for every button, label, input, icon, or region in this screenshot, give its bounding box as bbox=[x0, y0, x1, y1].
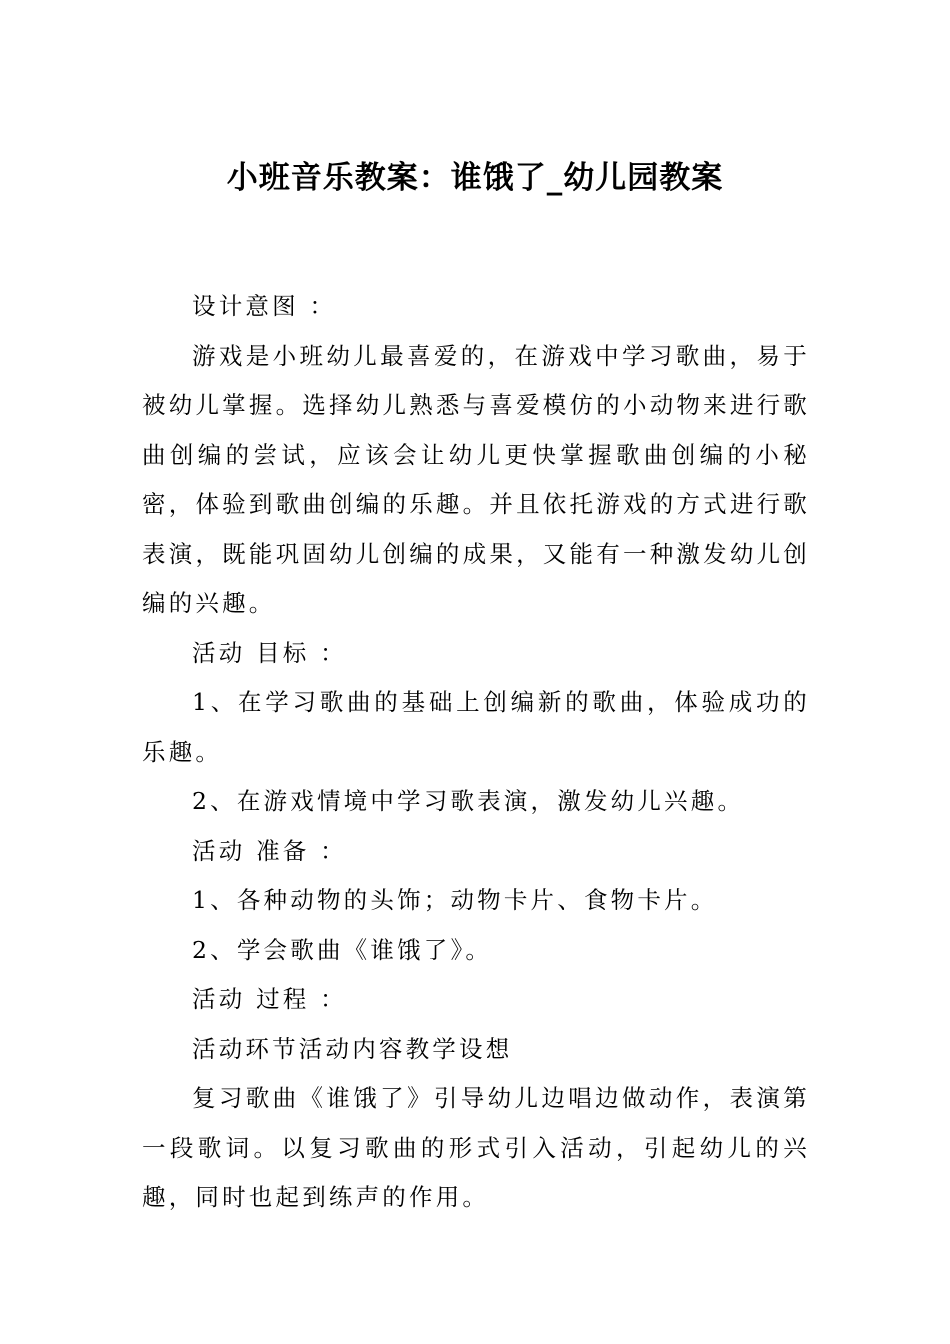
section-heading-process: 活动 过程 ： bbox=[192, 985, 347, 1013]
section-heading-goals: 活动 目标 ： bbox=[192, 638, 347, 667]
preparation-item-1: 1、各种动物的头饰；动物卡片、食物卡片。 bbox=[192, 886, 718, 914]
goal-item-2: 2、在游戏情境中学习歌表演，激发幼儿兴趣。 bbox=[192, 787, 745, 815]
document-title: 小班音乐教案：谁饿了_幼儿园教案 bbox=[226, 160, 724, 196]
paragraph-design-intent: 游戏是小班幼儿最喜爱的，在游戏中学习歌曲，易于被幼儿掌握。选择幼儿熟悉与喜爱模仿的小动物来进行歌曲创编的尝试，应该会让幼儿更快掌握歌曲创编的小秘密，体验到歌曲创编的乐趣。并且依托游戏的方式进行歌表演，既能巩固幼儿创编的成果，又能有一种激发幼儿创编的兴趣。 bbox=[142, 341, 810, 617]
paragraph-process-step-1: 复习歌曲《谁饿了》引导幼儿边唱边做动作，表演第一段歌词。以复习歌曲的形式引入活动，引起幼儿的兴趣，同时也起到练声的作用。 bbox=[142, 1084, 810, 1211]
process-table-header: 活动环节活动内容教学设想 bbox=[192, 1034, 513, 1063]
document-body bbox=[142, 282, 810, 1223]
section-heading-design-intent: 设计意图 ： bbox=[192, 292, 337, 320]
goal-item-1: 1、在学习歌曲的基础上创编新的歌曲，体验成功的乐趣。 bbox=[142, 688, 810, 766]
preparation-item-2: 2、学会歌曲《谁饿了》。 bbox=[192, 935, 493, 964]
section-heading-preparation: 活动 准备 ： bbox=[192, 836, 347, 865]
